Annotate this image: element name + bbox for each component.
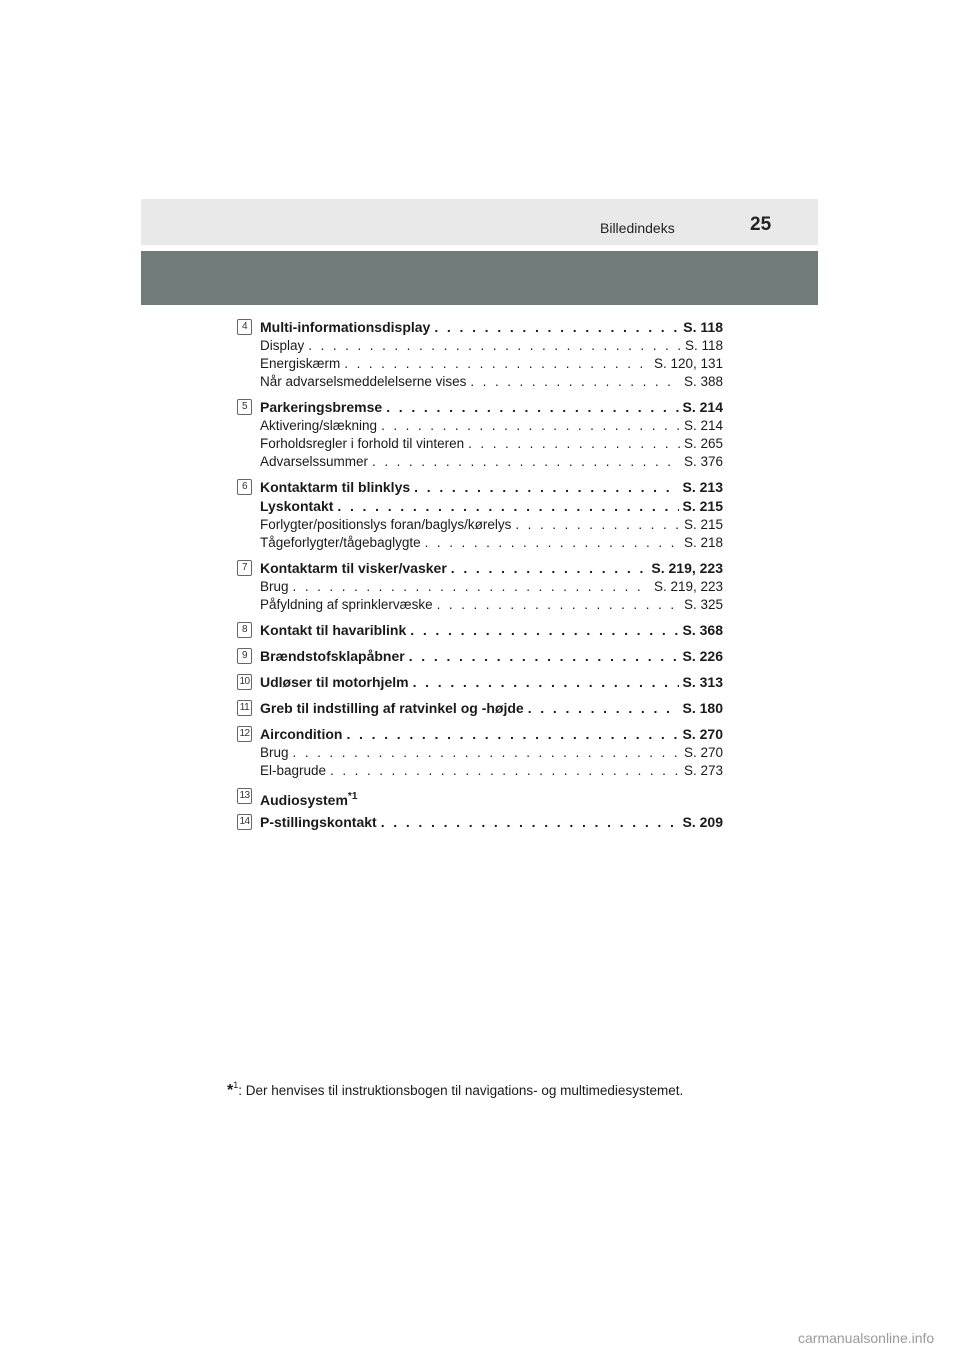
entry-page-ref: S. 270 [683,745,723,760]
dot-leader [409,647,679,666]
index-entry [260,725,723,744]
footnote-mark: * [227,1082,234,1099]
entry-page-ref: S. 270 [682,726,723,742]
dot-leader [413,673,679,692]
item-spacer [237,718,723,725]
entry-label [260,516,511,534]
item-number-badge: 6 [237,479,252,495]
entry-label-text: Udløser til motorhjelm [260,674,409,690]
index-entry [260,647,723,666]
header-bar [141,199,818,245]
entry-footnote-ref: *1 [347,791,358,802]
item-number-badge: 13 [237,788,252,804]
item-number-badge: 11 [237,700,252,716]
entry-page-ref: S. 118 [684,338,723,353]
entry-label-text: Tågeforlygter/tågebaglygte [260,535,421,550]
entry-label-text: Multi-informationsdisplay [260,319,431,335]
dot-leader [346,725,678,744]
entry-label [260,318,430,337]
entry-label [260,337,304,355]
item-number-badge: 9 [237,648,252,664]
entry-page-ref: S. 209 [682,814,723,830]
index-subentry [260,435,723,453]
index-subentry [260,578,723,596]
entry-page-ref: S. 120, 131 [653,356,723,371]
entry-label-text: Lyskontakt [260,498,334,514]
entry-page-ref: S. 368 [682,622,723,638]
entry-label [260,787,357,810]
index-item [237,398,723,471]
entry-page-ref: S. 213 [682,479,723,495]
entry-page-ref: S. 215 [682,498,723,514]
entry-label [260,699,524,718]
entry-label [260,534,421,552]
entry-label-text: Brug [260,745,289,760]
index-subentry [260,337,723,355]
dot-leader [470,373,680,391]
entry-label-text: Kontakt til havariblink [260,622,407,638]
entry-page-ref: S. 215 [683,517,723,532]
watermark: carmanualsonline.info [798,1330,935,1346]
entry-label [260,621,406,640]
entry-label-text: P-stillingskontakt [260,814,377,830]
dot-leader [425,534,680,552]
entry-label-text: Kontaktarm til blinklys [260,479,411,495]
entry-label-text: Aircondition [260,726,343,742]
index-subentry [260,596,723,614]
entry-label [260,647,405,666]
entry-label [260,497,333,516]
section-banner [141,251,818,305]
item-spacer [237,640,723,647]
item-number-badge: 10 [237,674,252,690]
entry-label-text: Energiskærm [260,356,341,371]
dot-leader [410,621,678,640]
index-subentry [260,516,723,534]
dot-leader [386,398,678,417]
index-entry [260,318,723,337]
dot-leader [381,417,680,435]
index-entry [260,813,723,832]
dot-leader [337,497,678,516]
entry-label-text: Kontaktarm til visker/vasker [260,560,447,576]
dot-leader [330,762,680,780]
index-entry [260,478,723,497]
dot-leader [468,435,680,453]
entry-page-ref: S. 219, 223 [651,560,723,576]
entry-label-text: Greb til indstilling af ratvinkel og -højde [260,700,524,716]
index-subentry [260,355,723,373]
item-spacer [237,614,723,621]
item-spacer [237,780,723,787]
entry-page-ref: S. 118 [683,319,723,335]
entry-page-ref: S. 265 [683,436,723,451]
entry-label-text: Brug [260,579,289,594]
dot-leader [437,596,680,614]
item-spacer [237,391,723,398]
dot-leader [344,355,650,373]
entry-label [260,373,466,391]
index-item [237,725,723,780]
item-number-badge: 14 [237,814,252,830]
index-entry [260,621,723,640]
index-item [237,318,723,391]
entry-page-ref: S. 214 [683,418,723,433]
entry-label [260,673,409,692]
entry-label [260,559,447,578]
entry-page-ref: S. 226 [682,648,723,664]
dot-leader [434,318,679,337]
index-item [237,621,723,640]
dot-leader [308,337,681,355]
entry-page-ref: S. 180 [682,700,723,716]
index-entry [260,673,723,692]
entry-page-ref: S. 325 [683,597,723,612]
index-entry [260,787,723,806]
entry-label-text: Påfyldning af sprinklervæske [260,597,433,612]
entry-label [260,355,340,373]
entry-label [260,725,342,744]
index-subentry [260,744,723,762]
entry-label [260,417,377,435]
dot-leader [372,453,680,471]
item-number-badge: 7 [237,560,252,576]
footnote-sup: 1 [233,1080,239,1090]
entry-label [260,398,382,417]
entry-page-ref: S. 218 [683,535,723,550]
index-subentry [260,417,723,435]
index-item [237,647,723,666]
index-subentry [260,453,723,471]
index-subentry [260,762,723,780]
index-entry [260,699,723,718]
entry-label-text: Brændstofsklapåbner [260,648,405,664]
dot-leader [515,516,680,534]
page-number: 25 [750,214,772,235]
entry-label-text: Display [260,338,305,353]
dot-leader [381,813,679,832]
index-item [237,699,723,718]
index-item [237,673,723,692]
entry-label-text: Parkeringsbremse [260,399,383,415]
dot-leader [451,559,648,578]
index-subentry [260,534,723,552]
entry-page-ref: S. 388 [683,374,723,389]
item-number-badge: 12 [237,726,252,742]
item-spacer [237,471,723,478]
entry-label [260,596,433,614]
entry-label-text: Audiosystem [260,792,348,808]
index-item [237,478,723,552]
index-item [237,813,723,832]
item-number-badge: 5 [237,399,252,415]
index-list [237,318,723,832]
footnote [227,1080,683,1100]
dot-leader [293,578,650,596]
entry-label-text: Når advarselsmeddelelserne vises [260,374,467,389]
entry-label-text: Forholdsregler i forhold til vinteren [260,436,465,451]
entry-label-text: Advarselssummer [260,454,369,469]
index-item [237,787,723,806]
item-spacer [237,666,723,673]
entry-page-ref: S. 273 [683,763,723,778]
dot-leader [528,699,679,718]
entry-page-ref: S. 313 [682,674,723,690]
entry-label [260,762,326,780]
entry-label [260,744,289,762]
item-number-badge: 4 [237,319,252,335]
entry-label-text: Forlygter/positionslys foran/baglys/kørelys [260,517,512,532]
entry-label [260,478,410,497]
section-title: Billedindeks [600,220,675,236]
dot-leader [293,744,680,762]
footnote-text: : Der henvises til instruktionsbogen til navigations- og multimediesystemet. [238,1083,684,1098]
entry-label [260,453,368,471]
entry-label [260,435,464,453]
entry-label-text: El-bagrude [260,763,327,778]
index-item [237,559,723,614]
index-entry [260,497,723,516]
entry-label [260,813,377,832]
index-entry [260,559,723,578]
entry-label [260,578,289,596]
index-entry [260,398,723,417]
dot-leader [414,478,678,497]
item-spacer [237,552,723,559]
entry-label-text: Aktivering/slækning [260,418,378,433]
entry-page-ref: S. 376 [683,454,723,469]
index-subentry [260,373,723,391]
entry-page-ref: S. 214 [682,399,723,415]
item-spacer [237,692,723,699]
item-number-badge: 8 [237,622,252,638]
entry-page-ref: S. 219, 223 [653,579,723,594]
